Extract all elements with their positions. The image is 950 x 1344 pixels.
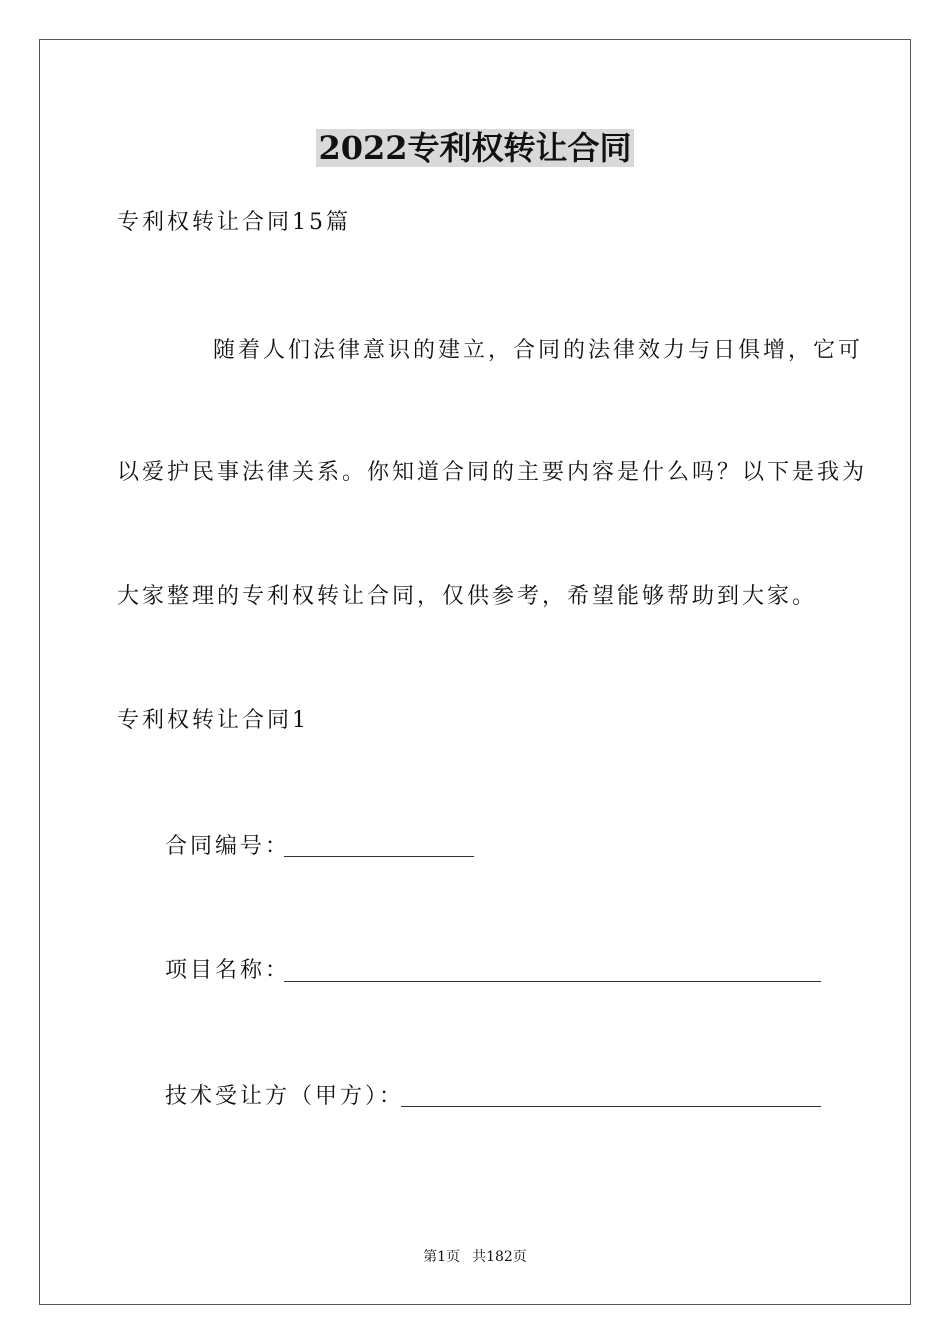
paragraph-line-1: 随着人们法律意识的建立，合同的法律效力与日俱增，它可 [213, 338, 864, 363]
page-current: 第1页 [423, 1249, 461, 1265]
paragraph-line-3: 大家整理的专利权转让合同，仅供参考，希望能够帮助到大家。 [117, 584, 818, 609]
section-heading: 专利权转让合同1 [117, 708, 309, 733]
document-title [0, 126, 950, 170]
paragraph-line-2: 以爱护民事法律关系。你知道合同的主要内容是什么吗？以下是我为 [117, 460, 868, 485]
project-name-label: 项目名称： [165, 958, 291, 983]
contract-number-label: 合同编号： [165, 834, 291, 859]
contract-number-blank [284, 856, 474, 857]
project-name-blank [284, 981, 821, 982]
page-total: 共182页 [472, 1249, 527, 1265]
technology-assignee-label: 技术受让方（甲方）： [165, 1084, 405, 1109]
document-subtitle: 专利权转让合同15篇 [117, 210, 351, 235]
technology-assignee-blank [401, 1106, 821, 1107]
page-footer [0, 1247, 950, 1267]
document-title-text: 2022专利权转让合同 [318, 129, 632, 167]
